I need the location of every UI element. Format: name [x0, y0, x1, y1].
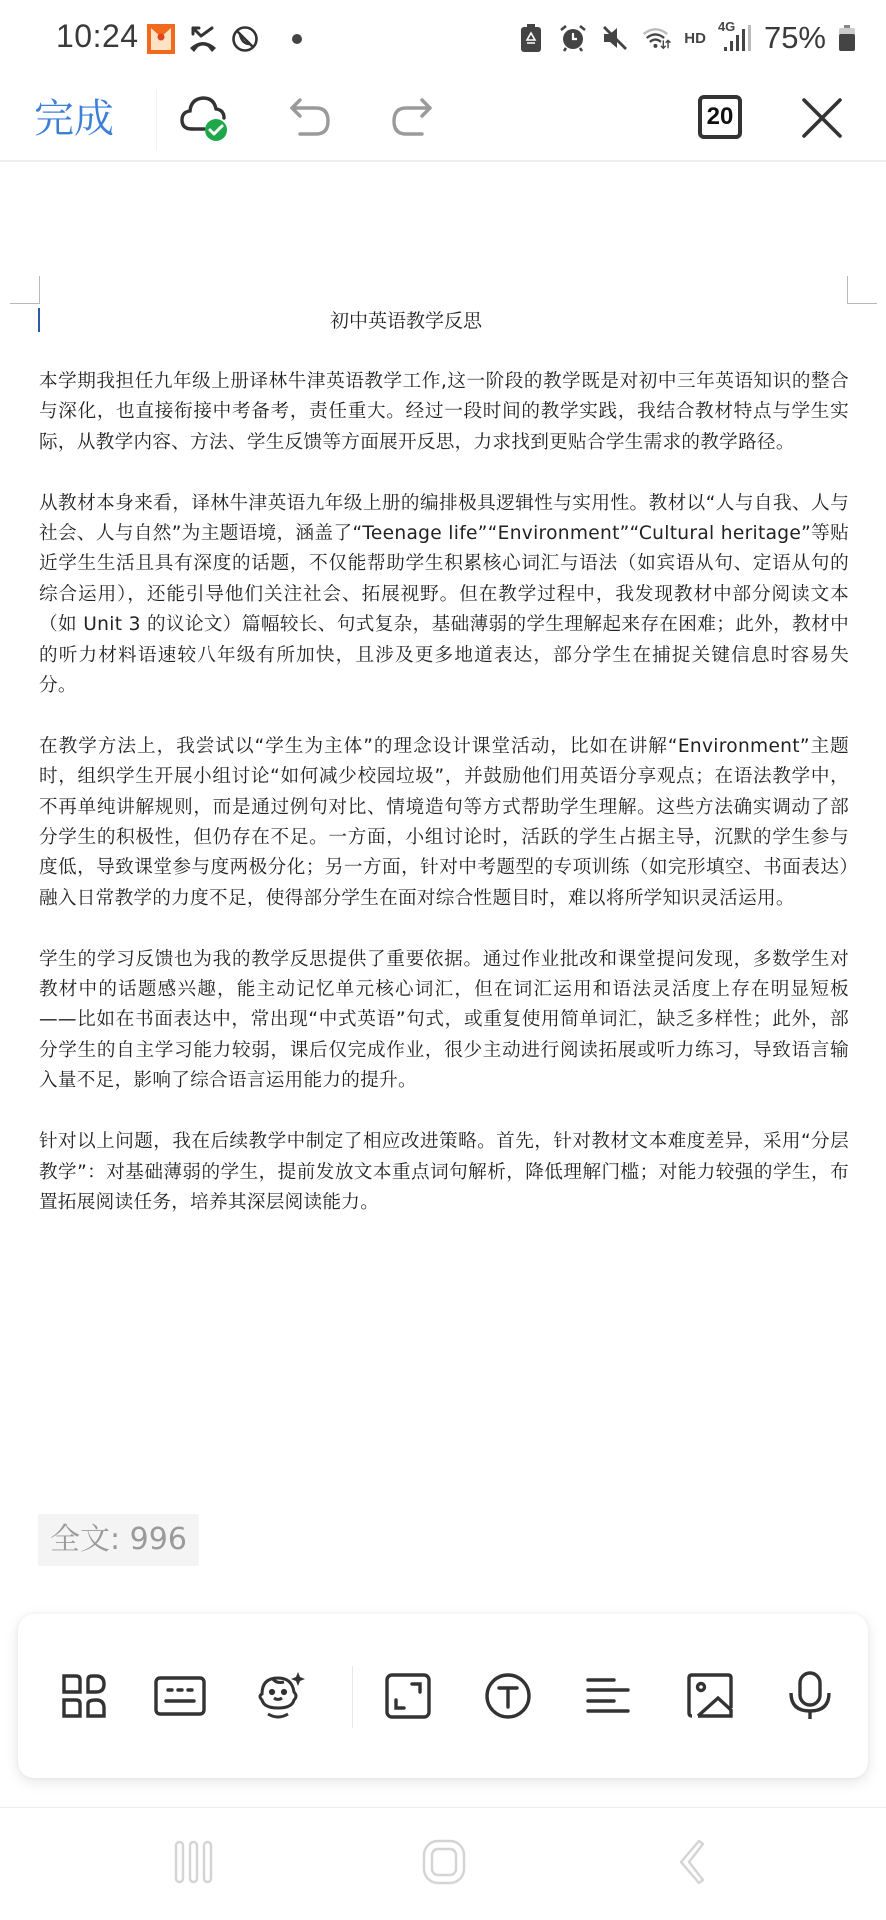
undo-icon	[286, 94, 334, 146]
paragraph[interactable]: 本学期我担任九年级上册译林牛津英语教学工作,这一阶段的教学既是对初中三年英语知识的整合与深化，也直接衔接中考备考，责任重大。经过一段时间的教学实践，我结合教材特点与学生实际，从教学内容、方法、学生反馈等方面展开反思，力求找到更贴合学生需求的教学路径。	[39, 371, 849, 453]
fullscreen-button[interactable]	[380, 1670, 436, 1726]
red-packet-notification-icon	[146, 24, 176, 54]
redo-button[interactable]	[382, 90, 442, 150]
apps-button[interactable]	[56, 1670, 112, 1726]
status-time: 10:24	[56, 18, 139, 54]
system-nav-bar	[0, 1807, 886, 1920]
text-format-button[interactable]	[480, 1670, 536, 1726]
paragraph[interactable]: 学生的学习反馈也为我的教学反思提供了重要依据。通过作业批改和课堂提问发现，多数学生对教材中的话题感兴趣，能主动记忆单元核心词汇，但在词汇运用和语法灵活度上存在明显短板——比如在书面表达中，常出现“中式英语”句式，或重复使用简单词汇，缺乏多样性；此外，部分学生的自主学习能力较弱，课后仅完成作业，很少主动进行阅读拓展或听力练习，导致语言输入量不足，影响了综合语言运用能力的提升。	[39, 948, 849, 1092]
alarm-icon	[558, 23, 588, 53]
margin-mark-top-right	[847, 276, 877, 304]
page-count-button[interactable]: 20	[698, 95, 742, 139]
recent-apps-icon	[173, 1839, 215, 1889]
mute-icon	[600, 23, 630, 53]
align-left-icon	[584, 1674, 632, 1722]
home-button[interactable]	[414, 1838, 474, 1890]
home-icon	[421, 1838, 467, 1890]
microphone-icon	[788, 1671, 832, 1725]
paragraph-align-button[interactable]	[580, 1670, 636, 1726]
ai-assistant-button[interactable]	[252, 1670, 308, 1726]
notification-icons	[146, 24, 302, 54]
undo-button[interactable]	[280, 90, 340, 150]
back-button[interactable]	[660, 1838, 720, 1890]
keyboard-icon	[154, 1674, 206, 1722]
expand-icon	[384, 1672, 432, 1724]
image-icon	[686, 1672, 734, 1724]
system-icons	[516, 20, 856, 56]
battery-icon	[838, 23, 856, 53]
signal-4g-icon	[717, 19, 752, 53]
ai-assistant-icon	[252, 1670, 308, 1726]
paragraph[interactable]: 在教学方法上，我尝试以“学生为主体”的理念设计课堂活动，比如在讲解“Environment”主题时，组织学生开展小组讨论“如何减少校园垃圾”，并鼓励他们用英语分享观点；在语法教学中，不再单纯讲解规则，而是通过例句对比、情境造句等方式帮助学生理解。这些方法确实调动了部分学生的积极性，但仍存在不足。一方面，小组讨论时，活跃的学生占据主导，沉默的学生参与度低，导致课堂参与度两极分化；另一方面，针对中考题型的专项训练（如完形填空、书面表达）融入日常教学的力度不足，使得部分学生在面对综合性题目时，难以将所学知识灵活运用。	[39, 735, 849, 909]
word-count-badge[interactable]: 全文: 996	[38, 1514, 199, 1566]
text-format-icon	[484, 1672, 532, 1724]
close-icon	[800, 96, 844, 144]
wifi-icon	[642, 23, 672, 53]
header-divider	[156, 90, 157, 150]
bottom-toolbar	[18, 1614, 868, 1778]
missed-call-icon	[188, 24, 218, 54]
more-notifications-dot	[292, 34, 302, 44]
insert-image-button[interactable]	[682, 1670, 738, 1726]
document-title[interactable]	[0, 306, 812, 333]
cloud-sync-button[interactable]	[176, 90, 236, 150]
paragraph[interactable]: 从教材本身来看，译林牛津英语九年级上册的编排极具逻辑性与实用性。教材以“人与自我、人与社会、人与自然”为主题语境，涵盖了“Teenage life”“Environment”“Cultural heritage”等贴近学生生活且具有深度的话题，不仅能帮助学生积累核心词汇与语法（如宾语从句、定语从句的综合运用），还能引导他们关注社会、拓展视野。但在教学过程中，我发现教材中部分阅读文本（如 Unit 3 的议论文）篇幅较长、句式复杂，基础薄弱的学生理解起来存在困难；此外，教材中的听力材料语速较八年级有所加快，且涉及更多地道表达，部分学生在捕捉关键信息时容易失分。	[39, 492, 849, 697]
recent-apps-button[interactable]	[164, 1838, 224, 1890]
battery-percent: 75%	[763, 20, 826, 55]
keyboard-button[interactable]	[152, 1670, 208, 1726]
toolbar-divider	[352, 1666, 353, 1728]
editor-header	[0, 76, 886, 162]
battery-saver-icon	[516, 23, 546, 53]
blocked-call-icon	[230, 24, 260, 54]
document-body[interactable]	[39, 367, 849, 1249]
apps-grid-icon	[60, 1672, 108, 1724]
status-bar	[0, 0, 886, 76]
close-button[interactable]	[792, 90, 852, 150]
redo-icon	[388, 94, 436, 146]
hd-indicator: HD	[684, 29, 706, 47]
margin-mark-top-left	[10, 276, 40, 304]
back-icon	[675, 1838, 705, 1890]
voice-input-button[interactable]	[782, 1670, 838, 1726]
done-button[interactable]: 完成	[34, 96, 114, 142]
cloud-synced-icon	[178, 93, 234, 147]
network-type-label: 4G	[717, 19, 736, 34]
paragraph[interactable]: 针对以上问题，我在后续教学中制定了相应改进策略。首先，针对教材文本难度差异，采用“分层教学”：对基础薄弱的学生，提前发放文本重点词句解析，降低理解门槛；对能力较强的学生，布置拓展阅读任务，培养其深层阅读能力。	[39, 1131, 849, 1213]
document-title-text: 初中英语教学反思	[329, 310, 482, 332]
